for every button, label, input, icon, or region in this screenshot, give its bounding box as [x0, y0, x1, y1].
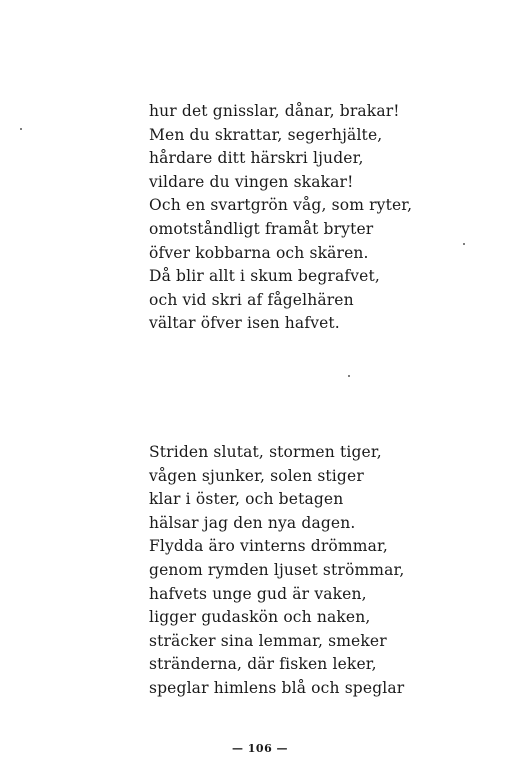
verse-line: hafvets unge gud är vaken, [149, 584, 367, 603]
page-number: — 106 — [231, 742, 289, 755]
stanza-1 [149, 100, 412, 336]
verse-line: hur det gnisslar, dånar, brakar! [149, 102, 400, 120]
verse-line: omotståndligt framåt bryter [149, 219, 374, 238]
verse-line: hälsar jag den nya dagen. [149, 513, 356, 532]
verse-line: vågen sjunker, solen stiger [149, 466, 364, 485]
verse-line: vältar öfver isen hafvet. [149, 314, 340, 333]
verse-line: vildare du vingen skakar! [149, 172, 354, 191]
verse-line: öfver kobbarna och skären. [149, 243, 369, 262]
verse-line: Striden slutat, stormen tiger, [149, 443, 382, 461]
stanza-2 [149, 441, 404, 701]
print-speck [348, 375, 350, 377]
verse-line: Och en svartgrön våg, som ryter, [149, 196, 413, 215]
verse-line: ligger gudaskön och naken, [149, 608, 371, 627]
verse-line: och vid skri af fågelhären [149, 290, 354, 309]
verse-line: hårdare ditt härskri ljuder, [149, 149, 364, 168]
verse-line: speglar himlens blå och speglar [149, 678, 405, 697]
verse-line: Flydda äro vinterns drömmar, [149, 537, 388, 556]
print-speck [463, 243, 465, 245]
verse-line: Då blir allt i skum begrafvet, [149, 267, 380, 286]
verse-line: genom rymden ljuset strömmar, [149, 560, 405, 579]
print-speck [20, 128, 22, 130]
verse-line: sträcker sina lemmar, smeker [149, 631, 387, 650]
verse-line: Men du skrattar, segerhjälte, [149, 125, 383, 144]
verse-line: klar i öster, och betagen [149, 490, 344, 509]
verse-line: stränderna, där fisken leker, [149, 655, 377, 674]
